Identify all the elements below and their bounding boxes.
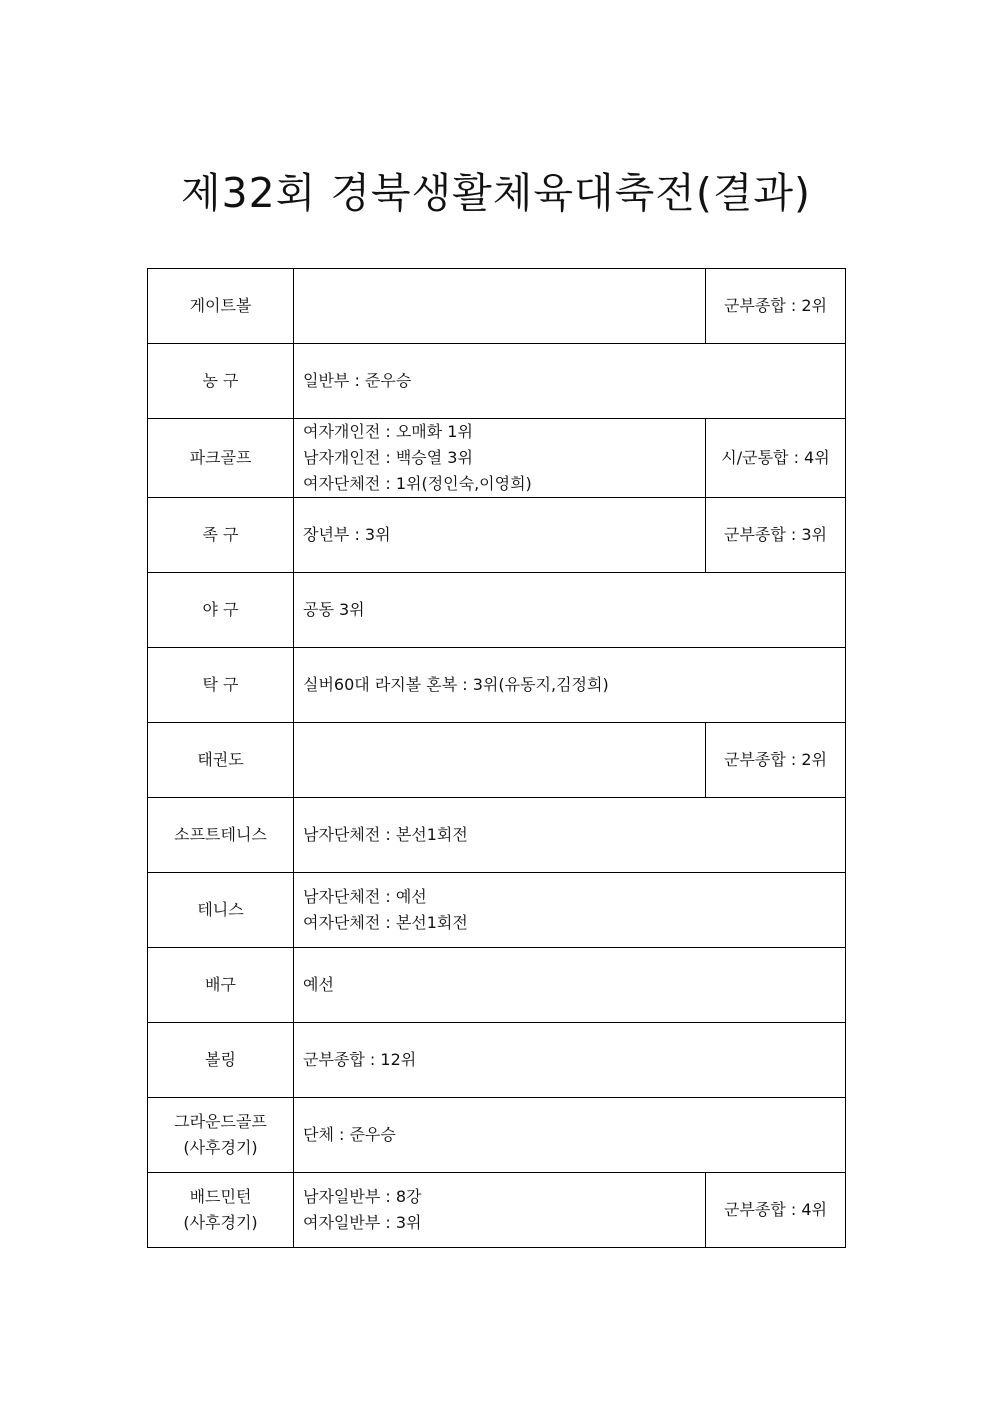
table-row [148, 1023, 846, 1098]
results-table [147, 268, 846, 1248]
sport-name: 탁 구 [202, 675, 239, 694]
sport-name: 게이트볼 [189, 296, 252, 315]
sport-name: 파크골프 [189, 448, 252, 467]
sport-cell [148, 648, 294, 723]
sport-name: 족 구 [202, 525, 239, 544]
sport-cell [148, 269, 294, 344]
overall-rank: 군부종합 : 2위 [723, 296, 828, 315]
sport-cell [148, 873, 294, 948]
result-detail-cell [294, 269, 706, 344]
table-row [148, 948, 846, 1023]
table-row [148, 573, 846, 648]
result-detail: 실버60대 라지볼 혼복 : 3위(유동지,김정희) [303, 675, 609, 694]
overall-rank-cell [706, 269, 846, 344]
table-row [148, 873, 846, 948]
table-row [148, 269, 846, 344]
overall-rank-cell [706, 498, 846, 573]
table-row [148, 1173, 846, 1248]
overall-rank: 군부종합 : 4위 [723, 1200, 828, 1219]
result-detail-cell [294, 723, 706, 798]
sport-name: 소프트테니스 [174, 825, 267, 844]
overall-rank: 군부종합 : 2위 [723, 750, 828, 769]
result-detail-cell [294, 1023, 846, 1098]
table-row [148, 648, 846, 723]
result-detail-cell [294, 948, 846, 1023]
table-row [148, 723, 846, 798]
sport-cell [148, 1023, 294, 1098]
result-detail: 예선 [303, 975, 334, 994]
table-row [148, 344, 846, 419]
result-detail-cell [294, 573, 846, 648]
result-detail: 여자단체전 : 1위(정인숙,이영희) [303, 474, 532, 493]
overall-rank-cell [706, 419, 846, 498]
result-detail-cell [294, 498, 706, 573]
sport-name: 그라운드골프 [174, 1112, 267, 1131]
result-detail-cell [294, 1173, 706, 1248]
sport-cell [148, 573, 294, 648]
sport-cell [148, 498, 294, 573]
sport-cell [148, 344, 294, 419]
result-detail: 군부종합 : 12위 [303, 1050, 417, 1069]
sport-cell [148, 798, 294, 873]
result-detail: 장년부 : 3위 [303, 525, 391, 544]
sport-name: (사후경기) [183, 1138, 258, 1157]
overall-rank-cell [706, 723, 846, 798]
table-row [148, 798, 846, 873]
sport-cell [148, 948, 294, 1023]
result-detail-cell [294, 648, 846, 723]
table-row [148, 1098, 846, 1173]
result-detail-cell [294, 419, 706, 498]
result-detail: 여자단체전 : 본선1회전 [303, 913, 468, 932]
sport-name: 태권도 [197, 750, 244, 769]
result-detail: 여자일반부 : 3위 [303, 1213, 422, 1232]
table-row [148, 419, 846, 498]
sport-name: 볼링 [205, 1050, 236, 1069]
result-detail: 일반부 : 준우승 [303, 371, 412, 390]
result-detail: 남자단체전 : 본선1회전 [303, 825, 468, 844]
sport-cell [148, 1098, 294, 1173]
result-detail: 여자개인전 : 오매화 1위 [303, 422, 473, 441]
overall-rank: 군부종합 : 3위 [723, 525, 828, 544]
result-detail: 남자단체전 : 예선 [303, 887, 427, 906]
result-detail: 공동 3위 [303, 600, 365, 619]
sport-name: 배구 [205, 975, 236, 994]
result-detail-cell [294, 798, 846, 873]
sport-cell [148, 1173, 294, 1248]
sport-cell [148, 419, 294, 498]
sport-name: 농 구 [202, 371, 239, 390]
result-detail-cell [294, 873, 846, 948]
sport-name: 배드민턴 [189, 1187, 252, 1206]
result-detail: 남자일반부 : 8강 [303, 1187, 422, 1206]
sport-cell [148, 723, 294, 798]
table-row [148, 498, 846, 573]
overall-rank: 시/군통합 : 4위 [721, 448, 830, 467]
result-detail-cell [294, 344, 846, 419]
overall-rank-cell [706, 1173, 846, 1248]
sport-name: (사후경기) [183, 1213, 258, 1232]
result-detail: 남자개인전 : 백승열 3위 [303, 448, 473, 467]
sport-name: 야 구 [202, 600, 239, 619]
result-detail-cell [294, 1098, 846, 1173]
document-title: 제32회 경북생활체육대축전(결과) [180, 169, 812, 217]
result-detail: 단체 : 준우승 [303, 1125, 396, 1144]
sport-name: 테니스 [197, 900, 244, 919]
results-table-body [148, 269, 846, 1248]
